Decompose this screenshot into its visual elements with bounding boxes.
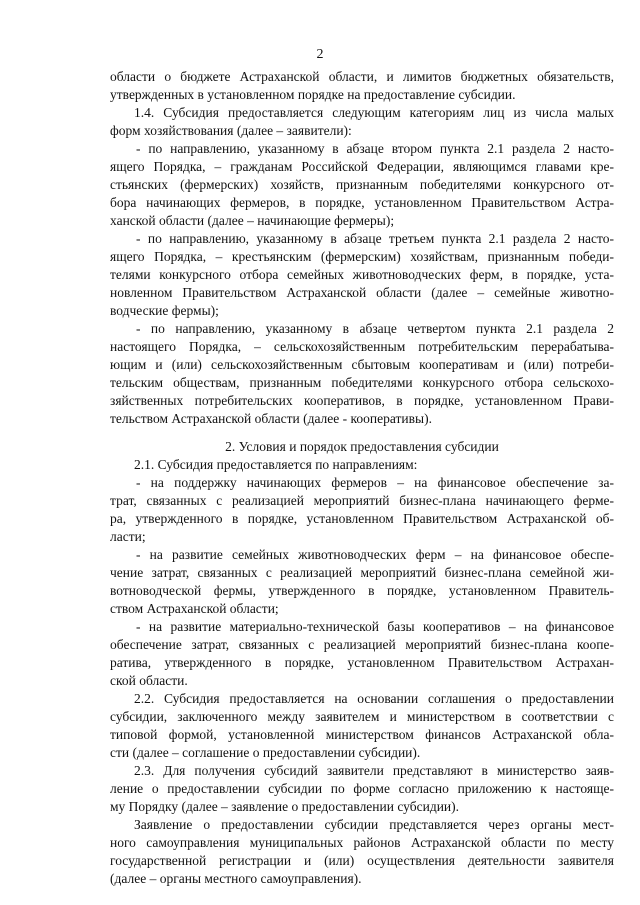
text-line: (далее – органы местного самоуправления). [110, 871, 362, 886]
text-line: типовой формой, установленной министерством финансов Астраханской обла- [110, 727, 614, 742]
text-line: ханской области (далее – начинающие фермеры); [110, 213, 395, 228]
text-line: водческие фермы); [110, 303, 219, 318]
paragraph [110, 456, 614, 474]
text-line: ящего Порядка, – крестьянским (фермерским) хозяйствам, признанным победи- [110, 249, 614, 264]
paragraph [110, 762, 614, 816]
text-line: телями конкурсного отбора семейных животноводческих ферм, в порядке, уста- [110, 267, 614, 282]
paragraph [110, 104, 614, 140]
section-gap [110, 428, 614, 438]
text-line: вотноводческой фермы, утвержденного в порядке, установленном Правитель- [110, 583, 614, 598]
text-line: области о бюджете Астраханской области, и лимитов бюджетных обязательств, [110, 69, 614, 84]
paragraph [110, 816, 614, 888]
text-line: - на развитие семейных животноводческих ферм – на финансовое обеспе- [136, 547, 614, 562]
text-line: ством Астраханской области; [110, 601, 279, 616]
text-line: му Порядку (далее – заявление о предоставлении субсидии). [110, 799, 460, 814]
text-line: тельством Астраханской области (далее - кооперативы). [110, 411, 432, 426]
text-line: утвержденных в установленном порядке на предоставление субсидии. [110, 87, 516, 102]
text-line: новленном Правительством Астраханской области (далее – семейные животно- [110, 285, 614, 300]
text-line: ного самоуправления муниципальных районов Астраханской области по месту [110, 835, 614, 850]
paragraph [110, 68, 614, 104]
text-line: форм хозяйствования (далее – заявители): [110, 123, 352, 138]
paragraph [110, 140, 614, 230]
document-body [110, 68, 614, 888]
section-heading: 2. Условия и порядок предоставления субсидии [225, 439, 499, 454]
paragraph [110, 230, 614, 320]
text-line: 2.1. Субсидия предоставляется по направлениям: [134, 457, 418, 472]
text-line: - на развитие материально-технической базы кооперативов – на финансовое [136, 619, 614, 634]
text-line: Заявление о предоставлении субсидии представляется через органы мест- [134, 817, 614, 832]
text-line: трат, связанных с реализацией мероприятий бизнес-плана начинающего ферме- [110, 493, 614, 508]
text-line: чение затрат, связанных с реализацией мероприятий бизнес-плана семейной жи- [110, 565, 614, 580]
paragraph [110, 546, 614, 618]
text-line: ра, утвержденного в порядке, установленном Правительством Астраханской об- [110, 511, 614, 526]
text-line: ской области. [110, 673, 188, 688]
text-line: субсидии, заключенного между заявителем и министерством в соответствии с [110, 709, 614, 724]
text-line: 2.2. Субсидия предоставляется на основании соглашения о предоставлении [134, 691, 614, 706]
paragraph [110, 474, 614, 546]
text-line: ласти; [110, 529, 146, 544]
text-line: - на поддержку начинающих фермеров – на финансовое обеспечение за- [136, 475, 614, 490]
text-line: стьянских (фермерских) хозяйств, признанным победителями конкурсного от- [110, 177, 614, 192]
text-line: обеспечение затрат, связанных с реализацией мероприятий бизнес-плана коопе- [110, 637, 614, 652]
text-line: ление о предоставлении субсидии по форме согласно приложению к настояще- [110, 781, 614, 796]
text-line: бора начинающих фермеров, в порядке, установленном Правительством Астра- [110, 195, 614, 210]
paragraph [110, 618, 614, 690]
paragraph [110, 438, 614, 456]
page-number: 2 [316, 47, 324, 62]
text-line: 1.4. Субсидия предоставляется следующим категориям лиц из числа малых [134, 105, 614, 120]
paragraph [110, 320, 614, 428]
text-line: ратива, утвержденного в порядке, установленном Правительством Астрахан- [110, 655, 614, 670]
text-line: - по направлению, указанному в абзаце третьем пункта 2.1 раздела 2 насто- [136, 231, 614, 246]
text-line: государственной регистрации и (или) осуществления деятельности заявителя [110, 853, 614, 868]
paragraph [110, 690, 614, 762]
text-line: - по направлению, указанному в абзаце втором пункта 2.1 раздела 2 насто- [136, 141, 614, 156]
text-line: зяйственных потребительских кооперативов, в порядке, установленном Прави- [110, 393, 614, 408]
text-line: тельским обществам, признанным победителями конкурсного отбора сельскохо- [110, 375, 614, 390]
text-line: - по направлению, указанному в абзаце четвертом пункта 2.1 раздела 2 [136, 321, 614, 336]
text-line: настоящего Порядка, – сельскохозяйственным потребительским перерабатыва- [110, 339, 614, 354]
text-line: ющим и (или) сельскохозяйственным сбытовым кооперативам и (или) потреби- [110, 357, 614, 372]
text-line: сти (далее – соглашение о предоставлении субсидии). [110, 745, 421, 760]
text-line: 2.3. Для получения субсидий заявители представляют в министерство заяв- [134, 763, 614, 778]
text-line: ящего Порядка, – гражданам Российской Федерации, являющимся главами кре- [110, 159, 614, 174]
